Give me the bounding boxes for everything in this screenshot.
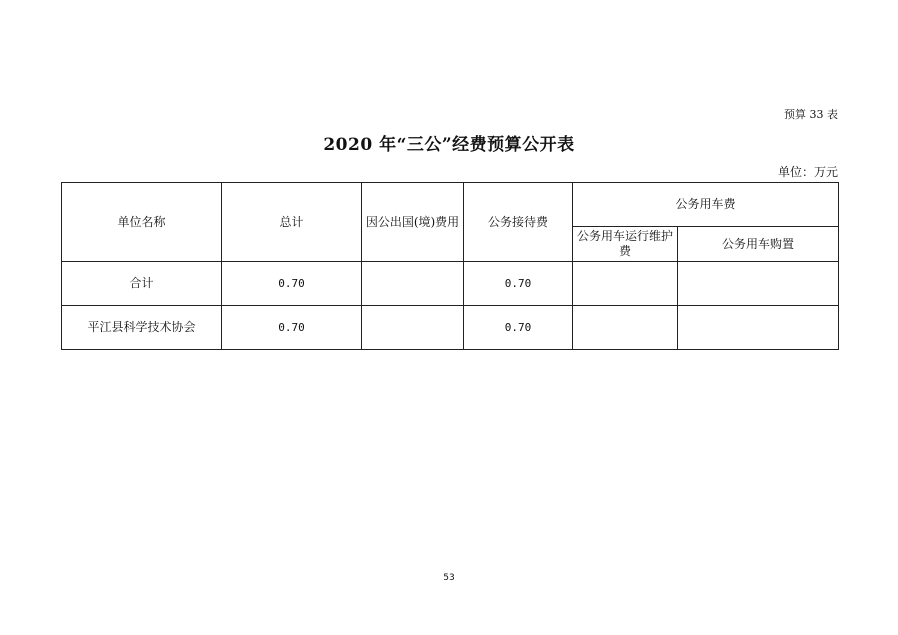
header-unit-name: 单位名称 xyxy=(62,183,222,262)
row-abroad xyxy=(362,306,464,350)
unit-label: 单位：万元 xyxy=(777,165,838,179)
page-number: 53 xyxy=(443,573,455,583)
row-total: 0.70 xyxy=(222,262,362,306)
row-abroad xyxy=(362,262,464,306)
row-total: 0.70 xyxy=(222,306,362,350)
row-reception: 0.70 xyxy=(464,262,573,306)
row-name: 合计 xyxy=(62,262,222,306)
header-vehicle-maintenance: 公务用车运行维护费 xyxy=(573,227,678,262)
row-maintenance xyxy=(573,306,678,350)
table-row xyxy=(62,262,839,306)
row-reception: 0.70 xyxy=(464,306,573,350)
row-name: 平江县科学技术协会 xyxy=(62,306,222,350)
page-title: 2020 年“三公”经费预算公开表 xyxy=(323,135,575,155)
header-vehicle-purchase: 公务用车购置 xyxy=(678,227,839,262)
header-abroad: 因公出国(境)费用 xyxy=(362,183,464,262)
header-reception: 公务接待费 xyxy=(464,183,573,262)
row-purchase xyxy=(678,306,839,350)
row-maintenance xyxy=(573,262,678,306)
table-number-tag: 预算 33 表 xyxy=(784,108,838,121)
header-total: 总计 xyxy=(222,183,362,262)
row-purchase xyxy=(678,262,839,306)
header-vehicle: 公务用车费 xyxy=(573,183,839,227)
budget-table xyxy=(61,182,839,350)
table-row xyxy=(62,306,839,350)
